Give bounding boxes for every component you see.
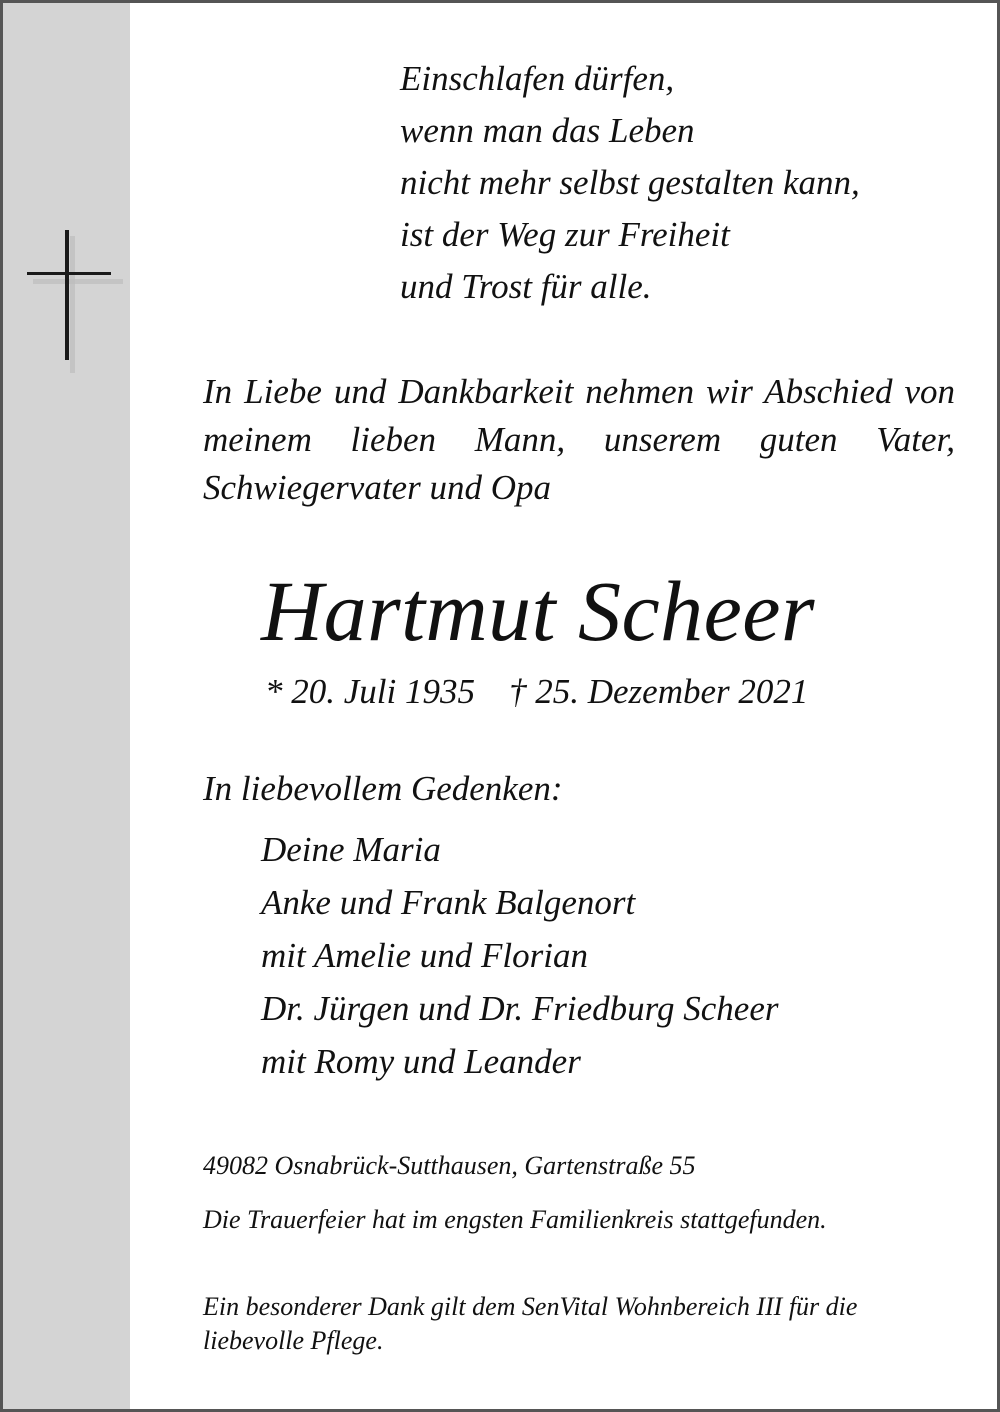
address: 49082 Osnabrück-Sutthausen, Gartenstraße 55 <box>203 1151 696 1180</box>
birth-date: * 20. Juli 1935 <box>265 672 475 711</box>
death-date: † 25. Dezember 2021 <box>508 672 809 711</box>
poem-line: Einschlafen dürfen, <box>400 59 675 98</box>
family-member: Deine Maria <box>261 830 441 869</box>
deceased-name: Hartmut Scheer <box>261 563 815 659</box>
intro-text: In Liebe und Dankbarkeit nehmen wir Abschied von meinem lieben Mann, unserem guten Vater, Schwiegervater und Opa <box>203 372 955 507</box>
cross-icon <box>23 228 123 373</box>
family-member: mit Amelie und Florian <box>261 936 588 975</box>
life-dates <box>265 668 808 716</box>
poem-line: und Trost für alle. <box>400 267 652 306</box>
family-member: mit Romy und Leander <box>261 1042 581 1081</box>
sidebar-band <box>3 3 130 1409</box>
poem <box>400 53 860 313</box>
family-list <box>261 823 778 1088</box>
thanks-note: Ein besonderer Dank gilt dem SenVital Wohnbereich III für die liebevolle Pflege. <box>203 1292 858 1355</box>
poem-line: ist der Weg zur Freiheit <box>400 215 730 254</box>
memory-heading: In liebevollem Gedenken: <box>203 769 563 808</box>
poem-line: wenn man das Leben <box>400 111 695 150</box>
family-member: Anke und Frank Balgenort <box>261 883 636 922</box>
poem-line: nicht mehr selbst gestalten kann, <box>400 163 860 202</box>
funeral-note: Die Trauerfeier hat im engsten Familienkreis stattgefunden. <box>203 1205 827 1234</box>
family-member: Dr. Jürgen und Dr. Friedburg Scheer <box>261 989 779 1028</box>
